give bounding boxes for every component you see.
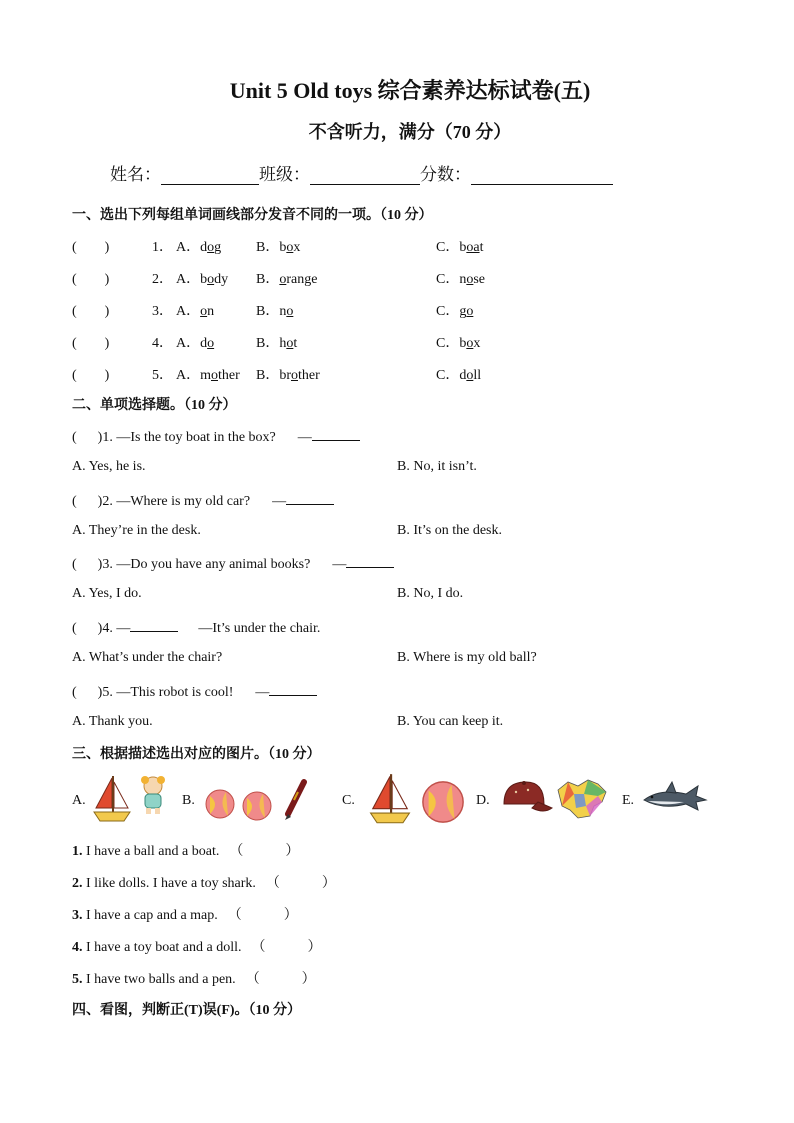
picture-label-b: B. [182, 793, 195, 808]
doll-image [136, 774, 170, 816]
student-info-line [110, 160, 613, 185]
item-number: 4. [72, 940, 83, 955]
shark-image [640, 780, 710, 814]
underlined-letters: o [286, 240, 294, 255]
answer-parentheses[interactable]: ( ) [72, 304, 110, 319]
answer-blank[interactable] [346, 554, 394, 568]
answer-parentheses[interactable]: ( [72, 621, 98, 636]
option-b: B．box [256, 240, 301, 255]
underlined-letters: o [207, 272, 215, 287]
answer-blank[interactable] [269, 682, 317, 696]
item-text: I have a toy boat and a doll. [82, 940, 242, 955]
item-text: I have two balls and a pen. [82, 972, 236, 987]
option-c: C．go [436, 304, 474, 319]
option-a: A．dog [176, 240, 222, 255]
option-b: B. No, it isn’t. [397, 459, 477, 474]
option-b: B．brother [256, 368, 320, 383]
question-text: )4. — [97, 621, 131, 636]
question-text: )5. —This robot is cool! [97, 685, 234, 700]
answer-blank[interactable] [130, 618, 178, 632]
item-number: 2． [152, 272, 173, 287]
answer-parentheses[interactable]: ( ) [72, 240, 110, 255]
item-text: I like dolls. I have a toy shark. [82, 876, 256, 891]
option-b: B．hot [256, 336, 298, 351]
question-text: )3. —Do you have any animal books? [97, 557, 311, 572]
answer-parentheses[interactable]: ( [72, 685, 98, 700]
ball-image [204, 788, 236, 820]
section1-item [72, 236, 483, 256]
item-text: I have a ball and a boat. [82, 844, 220, 859]
section1-item [72, 364, 481, 384]
underlined-letters: o [207, 240, 215, 255]
question-row: ( )1. —Is the toy boat in the box? — [72, 427, 360, 446]
page-subtitle: 不含听力，满分（70 分） [308, 122, 512, 142]
option-b: B．no [256, 304, 294, 319]
answer-blank[interactable] [286, 491, 334, 505]
answer-parentheses[interactable]: ( [72, 430, 98, 445]
picture-label-a: A. [72, 793, 86, 808]
sailboat-image [364, 772, 416, 826]
section4-heading: 四、看图，判断正(T)误(F)。（10 分） [72, 1003, 302, 1018]
answer-blank[interactable] [312, 427, 360, 441]
answer-parentheses[interactable]: （ ） [265, 876, 336, 891]
underlined-letters: o [279, 272, 287, 287]
option-b: B．orange [256, 272, 318, 287]
option-c: C．box [436, 336, 481, 351]
item-number: 4． [152, 336, 173, 351]
item-number: 3． [152, 304, 173, 319]
matching-item [72, 872, 336, 892]
option-a: A. What’s under the chair? [72, 650, 223, 665]
underlined-letters: o [291, 368, 298, 383]
class-field[interactable] [310, 166, 420, 185]
option-b: B. You can keep it. [397, 714, 504, 729]
underlined-letters: o [200, 304, 208, 319]
answer-parentheses[interactable]: ( ) [72, 272, 110, 287]
option-c: C．doll [436, 368, 482, 383]
question-text: )2. —Where is my old car? [97, 494, 251, 509]
question-text: )1. —Is the toy boat in the box? [97, 430, 276, 445]
sailboat-image [92, 774, 132, 824]
answer-parentheses[interactable]: ( [72, 557, 98, 572]
option-a: A. They’re in the desk. [72, 523, 201, 538]
option-a: A．mother [176, 368, 240, 383]
section1-item [72, 300, 473, 320]
picture-label-e: E. [622, 793, 635, 808]
section1-item [72, 268, 485, 288]
answer-parentheses[interactable]: （ ） [229, 844, 300, 859]
underlined-letters: o [466, 368, 474, 383]
answer-parentheses[interactable]: （ ） [227, 908, 298, 923]
underlined-letters: o [286, 336, 294, 351]
section1-heading: 一、选出下列每组单词画线部分发音不同的一项。（10 分） [72, 208, 433, 223]
question-row: ( )3. —Do you have any animal books? — [72, 554, 394, 573]
option-b: B. No, I do. [397, 586, 464, 601]
item-number: 5． [152, 368, 173, 383]
matching-item [72, 904, 298, 924]
question-row: ( )5. —This robot is cool! — [72, 682, 317, 701]
picture-label-d: D. [476, 793, 490, 808]
underlined-letters: o [207, 336, 215, 351]
option-b: B. It’s on the desk. [397, 523, 502, 538]
answer-parentheses[interactable]: （ ） [245, 972, 316, 987]
name-field[interactable] [161, 166, 259, 185]
answer-parentheses[interactable]: ( ) [72, 336, 110, 351]
matching-item [72, 840, 299, 860]
option-c: C．nose [436, 272, 486, 287]
cap-image [498, 778, 554, 818]
answer-parentheses[interactable]: ( ) [72, 368, 110, 383]
option-a: A. Yes, I do. [72, 586, 142, 601]
ball-image [420, 779, 466, 825]
pen-image [280, 778, 310, 822]
question-row: ( )2. —Where is my old car? — [72, 491, 334, 510]
item-number: 1． [152, 240, 173, 255]
underlined-letters: oa [466, 240, 480, 255]
underlined-letters: o [286, 304, 294, 319]
option-a: A. Thank you. [72, 714, 153, 729]
option-c: C．boat [436, 240, 484, 255]
underlined-letters: o [466, 304, 474, 319]
answer-parentheses[interactable]: （ ） [251, 940, 322, 955]
score-label: 分数： [420, 165, 471, 184]
underlined-letters: o [211, 368, 218, 383]
item-number: 2. [72, 876, 83, 891]
matching-item [72, 936, 322, 956]
item-number: 5. [72, 972, 83, 987]
answer-parentheses[interactable]: ( [72, 494, 98, 509]
item-text: I have a cap and a map. [82, 908, 218, 923]
section2-heading: 二、单项选择题。（10 分） [72, 398, 237, 413]
class-label: 班级： [259, 165, 310, 184]
section3-heading: 三、根据描述选出对应的图片。（10 分） [72, 747, 321, 762]
underlined-letters: o [466, 272, 474, 287]
option-b: B. Where is my old ball? [397, 650, 537, 665]
underlined-letters: o [466, 336, 474, 351]
option-a: A. Yes, he is. [72, 459, 146, 474]
map-image [554, 776, 610, 822]
score-field[interactable] [471, 166, 613, 185]
name-label: 姓名： [110, 165, 161, 184]
section1-item [72, 332, 480, 352]
option-a: A．on [176, 304, 215, 319]
item-number: 3. [72, 908, 83, 923]
matching-item [72, 968, 316, 988]
item-number: 1. [72, 844, 83, 859]
question-response: —It’s under the chair. [198, 621, 321, 636]
option-a: A．body [176, 272, 229, 287]
ball-image [241, 790, 273, 822]
page-title: Unit 5 Old toys 综合素养达标试卷(五) [229, 78, 591, 103]
question-row [72, 618, 320, 637]
picture-label-c: C. [342, 793, 355, 808]
option-a: A．do [176, 336, 215, 351]
